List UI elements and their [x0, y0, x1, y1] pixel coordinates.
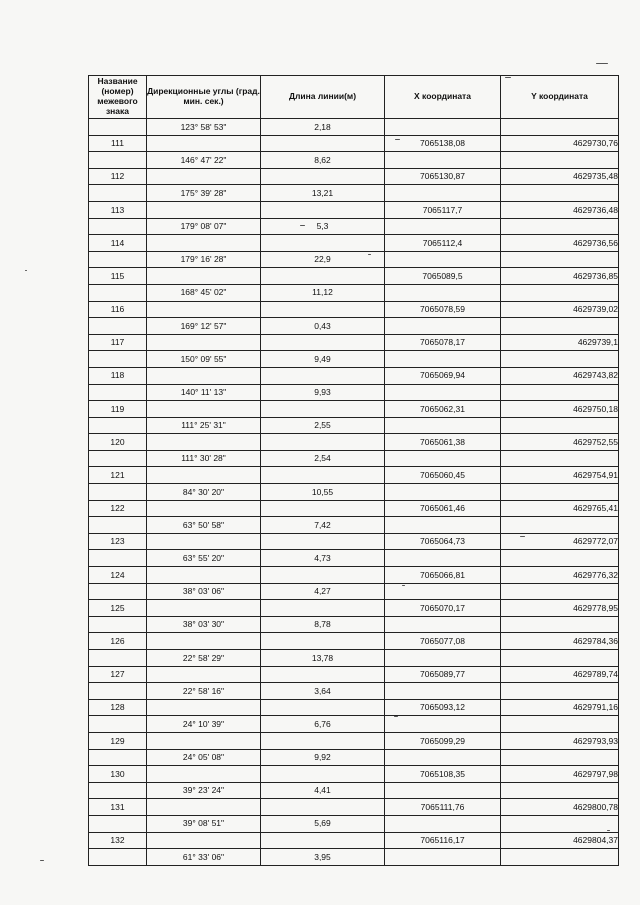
table-row [89, 633, 619, 650]
point-name-cell: 131 [89, 799, 147, 816]
empty-cell [89, 683, 147, 700]
empty-cell [501, 550, 619, 567]
x-coordinate-cell: 7065061,38 [385, 434, 501, 451]
point-name-cell: 127 [89, 666, 147, 683]
empty-cell [89, 782, 147, 799]
empty-cell [147, 799, 261, 816]
empty-cell [89, 384, 147, 401]
table-row [89, 135, 619, 152]
y-coordinate-cell: 4629736,48 [501, 201, 619, 218]
empty-cell [147, 666, 261, 683]
direction-angle-cell: 179° 08' 07" [147, 218, 261, 235]
empty-cell [261, 666, 385, 683]
empty-cell [385, 450, 501, 467]
x-coordinate-cell: 7065060,45 [385, 467, 501, 484]
empty-cell [261, 832, 385, 849]
empty-cell [261, 699, 385, 716]
table-row [89, 650, 619, 667]
point-name-cell: 124 [89, 567, 147, 584]
x-coordinate-cell: 7065069,94 [385, 367, 501, 384]
x-coordinate-cell: 7065111,76 [385, 799, 501, 816]
y-coordinate-cell: 4629754,91 [501, 467, 619, 484]
table-row [89, 351, 619, 368]
x-coordinate-cell: 7065099,29 [385, 732, 501, 749]
empty-cell [385, 185, 501, 202]
empty-cell [385, 484, 501, 501]
line-length-cell: 8,78 [261, 616, 385, 633]
point-name-cell: 113 [89, 201, 147, 218]
empty-cell [89, 583, 147, 600]
header-row [89, 76, 619, 119]
empty-cell [501, 849, 619, 866]
empty-cell [147, 268, 261, 285]
point-name-cell: 115 [89, 268, 147, 285]
direction-angle-cell: 39° 23' 24" [147, 782, 261, 799]
y-coordinate-cell: 4629772,07 [501, 533, 619, 550]
empty-cell [89, 152, 147, 169]
empty-cell [385, 849, 501, 866]
empty-cell [89, 251, 147, 268]
scan-speck [25, 270, 27, 271]
line-length-cell: 3,64 [261, 683, 385, 700]
table-row [89, 782, 619, 799]
empty-cell [385, 550, 501, 567]
line-length-cell: 10,55 [261, 484, 385, 501]
empty-cell [501, 650, 619, 667]
empty-cell [385, 318, 501, 335]
x-coordinate-cell: 7065064,73 [385, 533, 501, 550]
y-coordinate-cell: 4629778,95 [501, 600, 619, 617]
line-length-cell: 9,92 [261, 749, 385, 766]
empty-cell [501, 517, 619, 534]
direction-angle-cell: 140° 11' 13" [147, 384, 261, 401]
empty-cell [261, 301, 385, 318]
table-row [89, 600, 619, 617]
empty-cell [261, 434, 385, 451]
point-name-cell: 117 [89, 334, 147, 351]
y-coordinate-cell: 4629765,41 [501, 500, 619, 517]
empty-cell [261, 367, 385, 384]
table-row [89, 567, 619, 584]
table-row [89, 384, 619, 401]
empty-cell [89, 650, 147, 667]
y-coordinate-cell: 4629736,56 [501, 235, 619, 252]
table-row [89, 716, 619, 733]
direction-angle-cell: 150° 09' 55" [147, 351, 261, 368]
line-length-cell: 2,18 [261, 119, 385, 136]
line-length-cell: 5,3 [261, 218, 385, 235]
table-row [89, 849, 619, 866]
table-row [89, 533, 619, 550]
y-coordinate-cell: 4629752,55 [501, 434, 619, 451]
table-body [89, 119, 619, 866]
x-coordinate-cell: 7065089,77 [385, 666, 501, 683]
x-coordinate-cell: 7065093,12 [385, 699, 501, 716]
table-row [89, 284, 619, 301]
point-name-cell: 119 [89, 401, 147, 418]
empty-cell [261, 268, 385, 285]
table-row [89, 799, 619, 816]
empty-cell [261, 467, 385, 484]
y-coordinate-cell: 4629750,18 [501, 401, 619, 418]
scan-speck [505, 77, 511, 78]
empty-cell [501, 583, 619, 600]
table-row [89, 616, 619, 633]
empty-cell [261, 533, 385, 550]
empty-cell [89, 815, 147, 832]
table-row [89, 201, 619, 218]
empty-cell [261, 766, 385, 783]
empty-cell [501, 450, 619, 467]
x-coordinate-cell: 7065078,59 [385, 301, 501, 318]
direction-angle-cell: 111° 25' 31" [147, 417, 261, 434]
empty-cell [501, 318, 619, 335]
line-length-cell: 2,54 [261, 450, 385, 467]
empty-cell [147, 467, 261, 484]
x-coordinate-cell: 7065066,81 [385, 567, 501, 584]
y-coordinate-cell: 4629735,48 [501, 168, 619, 185]
direction-angle-cell: 111° 30' 28" [147, 450, 261, 467]
y-coordinate-cell: 4629776,32 [501, 567, 619, 584]
direction-angle-cell: 179° 16' 28" [147, 251, 261, 268]
line-length-cell: 13,21 [261, 185, 385, 202]
table-row [89, 218, 619, 235]
direction-angle-cell: 24° 10' 39" [147, 716, 261, 733]
table-row [89, 235, 619, 252]
empty-cell [147, 434, 261, 451]
header-y-coordinate: Y координата [501, 76, 619, 119]
empty-cell [89, 417, 147, 434]
header-x-coordinate: X координата [385, 76, 501, 119]
empty-cell [89, 517, 147, 534]
empty-cell [261, 201, 385, 218]
direction-angle-cell: 169° 12' 57" [147, 318, 261, 335]
table-row [89, 450, 619, 467]
table-row [89, 550, 619, 567]
empty-cell [501, 218, 619, 235]
y-coordinate-cell: 4629736,85 [501, 268, 619, 285]
line-length-cell: 2,55 [261, 417, 385, 434]
table-row [89, 185, 619, 202]
empty-cell [385, 284, 501, 301]
table-row [89, 749, 619, 766]
empty-cell [385, 517, 501, 534]
empty-cell [147, 533, 261, 550]
table-row [89, 401, 619, 418]
empty-cell [501, 815, 619, 832]
empty-cell [385, 782, 501, 799]
line-length-cell: 9,93 [261, 384, 385, 401]
empty-cell [147, 766, 261, 783]
scan-speck [394, 716, 398, 717]
table-row [89, 484, 619, 501]
y-coordinate-cell: 4629800,78 [501, 799, 619, 816]
line-length-cell: 8,62 [261, 152, 385, 169]
empty-cell [501, 749, 619, 766]
empty-cell [501, 616, 619, 633]
y-coordinate-cell: 4629791,16 [501, 699, 619, 716]
point-name-cell: 126 [89, 633, 147, 650]
empty-cell [501, 484, 619, 501]
direction-angle-cell: 39° 08' 51" [147, 815, 261, 832]
empty-cell [147, 201, 261, 218]
direction-angle-cell: 123° 58' 53" [147, 119, 261, 136]
empty-cell [385, 218, 501, 235]
empty-cell [261, 334, 385, 351]
x-coordinate-cell: 7065130,87 [385, 168, 501, 185]
table-row [89, 301, 619, 318]
direction-angle-cell: 175° 39' 28" [147, 185, 261, 202]
line-length-cell: 9,49 [261, 351, 385, 368]
empty-cell [147, 832, 261, 849]
empty-cell [385, 815, 501, 832]
empty-cell [501, 384, 619, 401]
empty-cell [89, 318, 147, 335]
empty-cell [147, 235, 261, 252]
table-row [89, 467, 619, 484]
empty-cell [261, 168, 385, 185]
empty-cell [501, 417, 619, 434]
scan-speck [395, 139, 400, 140]
empty-cell [385, 119, 501, 136]
point-name-cell: 125 [89, 600, 147, 617]
empty-cell [385, 716, 501, 733]
empty-cell [385, 251, 501, 268]
point-name-cell: 132 [89, 832, 147, 849]
empty-cell [89, 749, 147, 766]
empty-cell [89, 716, 147, 733]
header-line-length: Длина линии(м) [261, 76, 385, 119]
table-row [89, 815, 619, 832]
point-name-cell: 121 [89, 467, 147, 484]
table-row [89, 417, 619, 434]
empty-cell [261, 600, 385, 617]
x-coordinate-cell: 7065108,35 [385, 766, 501, 783]
direction-angle-cell: 61° 33' 06" [147, 849, 261, 866]
empty-cell [385, 650, 501, 667]
empty-cell [385, 152, 501, 169]
table-row [89, 268, 619, 285]
x-coordinate-cell: 7065138,08 [385, 135, 501, 152]
empty-cell [89, 351, 147, 368]
empty-cell [147, 301, 261, 318]
direction-angle-cell: 63° 55' 20" [147, 550, 261, 567]
table-row [89, 334, 619, 351]
line-length-cell: 5,69 [261, 815, 385, 832]
header-point-name: Название (номер) межевого знака [89, 76, 147, 119]
point-name-cell: 130 [89, 766, 147, 783]
direction-angle-cell: 84° 30' 20" [147, 484, 261, 501]
point-name-cell: 129 [89, 732, 147, 749]
point-name-cell: 111 [89, 135, 147, 152]
empty-cell [89, 450, 147, 467]
line-length-cell: 13,78 [261, 650, 385, 667]
scan-speck [300, 225, 305, 226]
empty-cell [501, 185, 619, 202]
table-row [89, 766, 619, 783]
empty-cell [147, 500, 261, 517]
empty-cell [147, 334, 261, 351]
empty-cell [147, 732, 261, 749]
x-coordinate-cell: 7065070,17 [385, 600, 501, 617]
empty-cell [147, 567, 261, 584]
table-row [89, 683, 619, 700]
empty-cell [501, 683, 619, 700]
table-row [89, 434, 619, 451]
boundary-coordinates-table [88, 75, 619, 866]
empty-cell [261, 633, 385, 650]
line-length-cell: 7,42 [261, 517, 385, 534]
empty-cell [147, 699, 261, 716]
table-row [89, 832, 619, 849]
scan-speck [520, 536, 525, 537]
empty-cell [89, 849, 147, 866]
x-coordinate-cell: 7065061,46 [385, 500, 501, 517]
line-length-cell: 4,41 [261, 782, 385, 799]
y-coordinate-cell: 4629743,82 [501, 367, 619, 384]
scan-speck [368, 254, 371, 255]
empty-cell [147, 135, 261, 152]
table-row [89, 699, 619, 716]
table-row [89, 367, 619, 384]
direction-angle-cell: 38° 03' 30" [147, 616, 261, 633]
scan-speck [402, 585, 405, 586]
table-row [89, 251, 619, 268]
y-coordinate-cell: 4629789,74 [501, 666, 619, 683]
direction-angle-cell: 146° 47' 22" [147, 152, 261, 169]
line-length-cell: 4,27 [261, 583, 385, 600]
empty-cell [501, 351, 619, 368]
empty-cell [89, 484, 147, 501]
point-name-cell: 128 [89, 699, 147, 716]
empty-cell [147, 633, 261, 650]
empty-cell [385, 749, 501, 766]
x-coordinate-cell: 7065062,31 [385, 401, 501, 418]
empty-cell [261, 235, 385, 252]
empty-cell [501, 251, 619, 268]
direction-angle-cell: 22° 58' 16" [147, 683, 261, 700]
empty-cell [385, 351, 501, 368]
line-length-cell: 22,9 [261, 251, 385, 268]
empty-cell [147, 401, 261, 418]
y-coordinate-cell: 4629739,1 [501, 334, 619, 351]
empty-cell [501, 119, 619, 136]
table-row [89, 119, 619, 136]
direction-angle-cell: 22° 58' 29" [147, 650, 261, 667]
empty-cell [501, 152, 619, 169]
empty-cell [501, 782, 619, 799]
empty-cell [385, 683, 501, 700]
y-coordinate-cell: 4629804,37 [501, 832, 619, 849]
point-name-cell: 120 [89, 434, 147, 451]
line-length-cell: 3,95 [261, 849, 385, 866]
y-coordinate-cell: 4629739,02 [501, 301, 619, 318]
empty-cell [147, 168, 261, 185]
scan-speck [40, 860, 44, 861]
x-coordinate-cell: 7065117,7 [385, 201, 501, 218]
point-name-cell: 123 [89, 533, 147, 550]
table-row [89, 152, 619, 169]
empty-cell [261, 500, 385, 517]
point-name-cell: 116 [89, 301, 147, 318]
empty-cell [385, 616, 501, 633]
table-row [89, 732, 619, 749]
x-coordinate-cell: 7065116,17 [385, 832, 501, 849]
empty-cell [89, 550, 147, 567]
point-name-cell: 118 [89, 367, 147, 384]
empty-cell [261, 567, 385, 584]
line-length-cell: 0,43 [261, 318, 385, 335]
empty-cell [261, 401, 385, 418]
table-row [89, 318, 619, 335]
y-coordinate-cell: 4629730,76 [501, 135, 619, 152]
table-row [89, 168, 619, 185]
table-row [89, 517, 619, 534]
empty-cell [147, 367, 261, 384]
empty-cell [385, 417, 501, 434]
table-row [89, 666, 619, 683]
scan-speck [607, 830, 610, 831]
empty-cell [261, 799, 385, 816]
empty-cell [385, 384, 501, 401]
empty-cell [89, 616, 147, 633]
header-direction-angle: Дирекционные углы (град. мин. сек.) [147, 76, 261, 119]
y-coordinate-cell: 4629784,36 [501, 633, 619, 650]
point-name-cell: 112 [89, 168, 147, 185]
table-row [89, 583, 619, 600]
empty-cell [147, 600, 261, 617]
empty-cell [89, 284, 147, 301]
direction-angle-cell: 38° 03' 06" [147, 583, 261, 600]
empty-cell [261, 135, 385, 152]
line-length-cell: 6,76 [261, 716, 385, 733]
empty-cell [89, 119, 147, 136]
empty-cell [501, 284, 619, 301]
direction-angle-cell: 168° 45' 02" [147, 284, 261, 301]
empty-cell [501, 716, 619, 733]
y-coordinate-cell: 4629793,93 [501, 732, 619, 749]
x-coordinate-cell: 7065089,5 [385, 268, 501, 285]
table-row [89, 500, 619, 517]
y-coordinate-cell: 4629797,98 [501, 766, 619, 783]
x-coordinate-cell: 7065112,4 [385, 235, 501, 252]
direction-angle-cell: 24° 05' 08" [147, 749, 261, 766]
empty-cell [89, 185, 147, 202]
point-name-cell: 114 [89, 235, 147, 252]
empty-cell [89, 218, 147, 235]
point-name-cell: 122 [89, 500, 147, 517]
direction-angle-cell: 63° 50' 58" [147, 517, 261, 534]
x-coordinate-cell: 7065077,08 [385, 633, 501, 650]
line-length-cell: 11,12 [261, 284, 385, 301]
empty-cell [261, 732, 385, 749]
line-length-cell: 4,73 [261, 550, 385, 567]
scan-speck [596, 63, 608, 64]
x-coordinate-cell: 7065078,17 [385, 334, 501, 351]
